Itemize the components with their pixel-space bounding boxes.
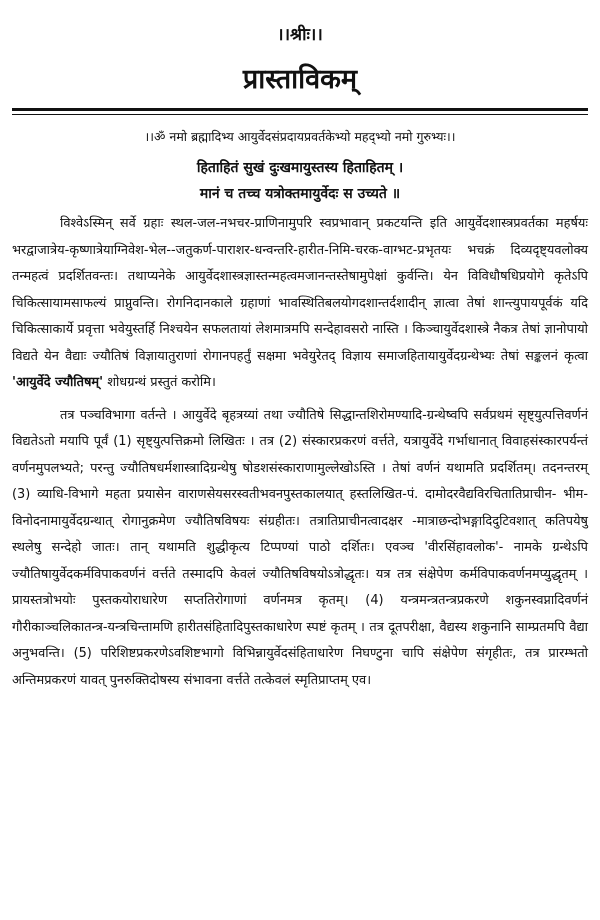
- verse-line-2: मानं च तच्च यत्रोक्तमायुर्वेदः स उच्यते ॥: [199, 186, 401, 202]
- title-rule-thin: [12, 114, 588, 115]
- book-title: 'आयुर्वेदे ज्यौतिषम्': [12, 375, 104, 390]
- paragraph-intro-text: विश्वेऽस्मिन् सर्वे ग्रहाः स्थल-जल-नभचर-प्राणिनामुपरि स्वप्रभावान् प्रकटयन्ति इति आयुर्वेदशास्त्रप्रवर्तका महर्षयः भरद्वाजात्रेय-कृष्णात्रेयाग्निवेश-भेल--जतुकर्ण-पाराशर-धन्वन्तरि-हारीत-निमि-चरक-वाग्भट-प्रभृतयः भचक्रं दिव्यदृष्ट्यवलोक्य तन्महत्वं प्रदर्शितवन्तः। तथाप्यनेके आयुर्वेदशास्त्रज्ञास्तन्महत्वमजानन्तस्तेषामुपेक्षां कुर्वन्ति। येन विविधौषधिप्रयोगे कृतेऽपि चिकित्सायामसाफल्यं प्राप्नुवन्ति। रोगनिदानकाले ग्रहाणां भावस्थितिबलयोगदशान्तर्दशादीन् ज्ञात्वा तेषां शान्त्युपायपूर्वकं यदि चिकित्साकार्ये प्रवृत्ता भवेयुस्तर्हि निश्चयेन सफलतायां लेशमात्रमपि सन्देहावसरो नास्ति । किञ्चायुर्वेदशास्त्रे नैकत्र तेषां ज्ञानोपायो विद्यते येन वैद्याः ज्यौतिषं विज्ञायातुराणां रोगानपहर्तुं सक्षमा भवेयुरेतद् विज्ञाय समाजहितायायुर्वेदग्रन्थेभ्यः तेषां सङ्कलनं कृत्वा: [12, 216, 588, 364]
- verse-line-1: हिताहितं सुखं दुःखमायुस्तस्य हिताहितम् ।: [196, 160, 404, 176]
- paragraph-intro-end: शोधग्रन्थं प्रस्तुतं करोमि।: [107, 375, 216, 390]
- paragraph-contents: [12, 403, 588, 695]
- title-rule-thick: [12, 108, 588, 111]
- paragraph-contents-text: तत्र पञ्चविभागा वर्तन्ते । आयुर्वेदे बृहत्रय्यां तथा ज्यौतिषे सिद्धान्तशिरोमण्यादि-ग्रन्थेष्वपि सर्वप्रथमं सृष्ट्युत्पत्तिवर्णनं विद्यतेऽतो मयापि पूर्वं (1) सृष्ट्युत्पत्तिक्रमो लिखितः । तत्र (2) संस्कारप्रकरणं वर्त्तते, यत्रायुर्वेदे गर्भाधानात् विवाहसंस्कारपर्यन्तं वर्णनमुपलभ्यते; परन्तु ज्यौतिषधर्मशास्त्रादिग्रन्थेषु षोडशसंस्काराणामुल्लेखोऽस्ति । तेषां वर्णनं यथामति प्रदर्शितम्। तदनन्तरम् (3) व्याधि-विभागे महता प्रयासेन वाराणसेयसरस्वतीभवनपुस्तकालयात् हस्तलिखित-पं. दामोदरवैद्यविरचितातिप्राचीन- भीम- विनोदनामायुर्वेदग्रन्थात् रोगानुक्रमेण ज्यौतिषविषयः संग्रहीतः। तत्रातिप्राचीनत्वादक्षर -मात्राछन्दोभङ्गादिदुटिवशात् कतिपयेषु स्थलेषु सन्देहो जातः। तान् यथामति शुद्धीकृत्य टिप्पण्यां पाठो दर्शितः। एवञ्च 'वीरसिंहावलोक'- नामके ग्रन्थेऽपि ज्यौतिषायुर्वेदकर्मविपाकवर्णनं वर्त्तते तस्मादपि केवलं ज्यौतिषविषयोऽत्रोद्धृतः। यत्र तत्र संक्षेपेण कर्मविपाकवर्णनमप्युद्धृतम् । प्रायस्तत्रोभयोः पुस्तकयोराधारेण सप्ततिरोगाणां वर्णनमत्र कृतम्। (4) यन्त्रमन्त्रतन्त्रप्रकरणे शकुनस्वप्नादिवर्णनं गौरीकाञ्चलिकातन्त्र-यन्त्रचिन्तामणि हारीतसंहितादिपुस्तकाधारेण स्पष्टं कृतम् । तत्र दूतपरीक्षा, वैद्यस्य शकुनानि साम्प्रतमपि वैद्या अनुभवन्ति। (5) परिशिष्टप्रकरणेऽवशिष्टभागो विभिन्नायुर्वेदसंहिताधारेण निघण्टुना चापि संक्षेपेण संगृहीतः, तत्र प्रारम्भतो अन्तिमप्रकरणं यावत् पुनरुक्तिदोषस्य संभावना वर्त्तते तत्केवलं स्मृतिप्राप्तम् एव।: [12, 407, 588, 688]
- salutation-line: ।।ॐ नमो ब्रह्मादिभ्य आयुर्वेदसंप्रदायप्रवर्तकेभ्यो महद्भ्यो नमो गुरुभ्यः।।: [144, 129, 456, 144]
- page-title: प्रास्ताविकम्: [242, 64, 358, 95]
- invocation-heading: ।।श्रीः।।: [277, 25, 323, 45]
- paragraph-intro: [12, 211, 588, 397]
